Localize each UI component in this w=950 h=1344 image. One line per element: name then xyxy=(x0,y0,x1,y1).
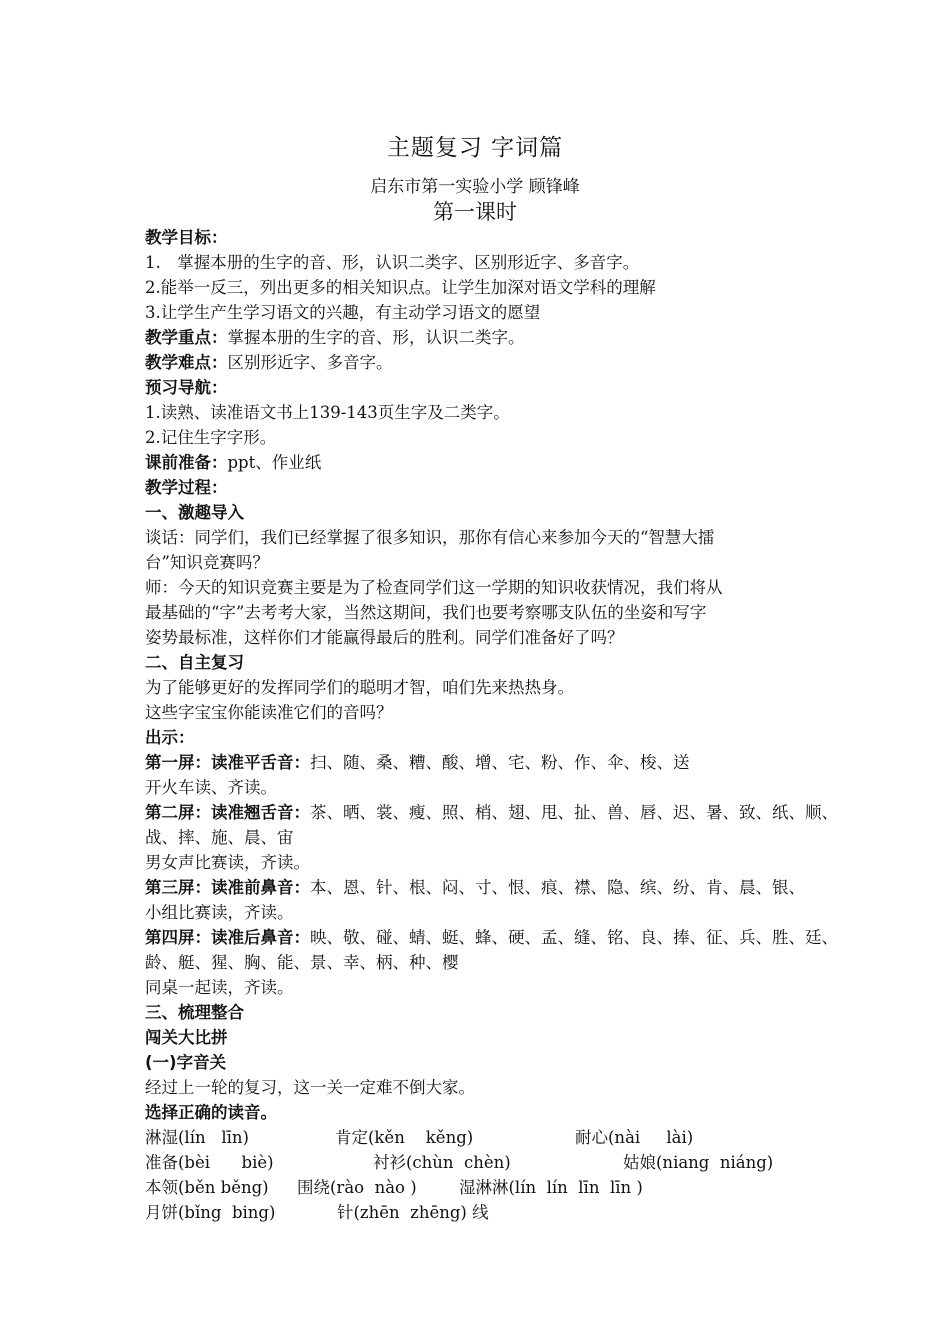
section-heading: 三、梳理整合 xyxy=(145,1003,244,1022)
screen-label: 第三屏：读准前鼻音： xyxy=(145,878,310,897)
show-label: 出示： xyxy=(145,728,195,747)
screen-note: 同桌一起读，齐读。 xyxy=(145,978,294,997)
screen-2-line xyxy=(145,800,838,825)
screen-note: 小组比赛读，齐读。 xyxy=(145,903,294,922)
pinyin-item: 月饼(bǐng bing) xyxy=(145,1203,276,1222)
document-body xyxy=(145,225,838,1225)
screen-words: 映、敬、碰、蜻、蜓、蜂、硬、孟、缝、铭、良、捧、征、兵、胜、廷、 xyxy=(310,928,838,947)
paragraph-line: 为了能够更好的发挥同学们的聪明才智，咱们先来热热身。 xyxy=(145,678,574,697)
level-heading: (一)字音关 xyxy=(145,1053,227,1072)
screen-4-line xyxy=(145,925,838,950)
page-title: 主题复习 字词篇 xyxy=(386,135,564,161)
screen-words-cont: 龄、艇、猩、胸、能、景、幸、柄、种、樱 xyxy=(145,953,459,972)
lesson-title: 第一课时 xyxy=(433,200,517,224)
preview-item: 2.记住生字字形。 xyxy=(145,428,277,447)
author-line: 启东市第一实验小学 顾锋峰 xyxy=(370,177,580,197)
pinyin-item: 肯定(kěn kěng) xyxy=(335,1128,474,1147)
pinyin-item: 淋湿(lín līn) xyxy=(145,1128,249,1147)
goal-item: 1. 掌握本册的生字的音、形，认识二类字、区别形近字、多音字。 xyxy=(145,253,640,272)
pinyin-item: 衬衫(chùn chèn) xyxy=(373,1153,511,1172)
pinyin-row xyxy=(145,1125,813,1150)
paragraph-line: 台”知识竞赛吗？ xyxy=(145,553,269,572)
process-heading: 教学过程： xyxy=(145,478,228,497)
difficulty-line xyxy=(145,350,813,375)
screen-3-line xyxy=(145,875,813,900)
pinyin-row xyxy=(145,1175,813,1200)
paragraph-line: 最基础的“字”去考考大家，当然这期间，我们也要考察哪支队伍的坐姿和写字 xyxy=(145,603,707,622)
key-point-text: 掌握本册的生字的音、形，认识二类字。 xyxy=(227,328,525,347)
prep-label: 课前准备： xyxy=(145,453,228,472)
section-heading: 一、激趣导入 xyxy=(145,503,244,522)
pinyin-item: 耐心(nài lài) xyxy=(575,1128,694,1147)
pinyin-item: 湿淋淋(lín lín līn līn ) xyxy=(459,1178,643,1197)
paragraph-line: 师：今天的知识竞赛主要是为了检查同学们这一学期的知识收获情况，我们将从 xyxy=(145,578,723,597)
preview-item: 1.读熟、读准语文书上139-143页生字及二类字。 xyxy=(145,403,510,422)
paragraph-line: 经过上一轮的复习，这一关一定难不倒大家。 xyxy=(145,1078,475,1097)
key-point-label: 教学重点： xyxy=(145,328,228,347)
difficulty-label: 教学难点： xyxy=(145,353,228,372)
preview-heading: 预习导航： xyxy=(145,378,228,397)
goals-heading: 教学目标： xyxy=(145,228,228,247)
pinyin-item: 围绕(rào nào ) xyxy=(297,1178,417,1197)
screen-note: 男女声比赛读，齐读。 xyxy=(145,853,310,872)
pinyin-item: 准备(bèi biè) xyxy=(145,1153,274,1172)
subsection-heading: 闯关大比拼 xyxy=(145,1028,228,1047)
screen-words: 扫、随、桑、糟、酸、增、宅、粉、作、伞、梭、送 xyxy=(310,753,690,772)
prep-line xyxy=(145,450,813,475)
goal-item: 3.让学生产生学习语文的兴趣，有主动学习语文的愿望 xyxy=(145,303,541,322)
screen-1-line xyxy=(145,750,813,775)
screen-label: 第一屏：读准平舌音： xyxy=(145,753,310,772)
paragraph-line: 这些字宝宝你能读准它们的音吗？ xyxy=(145,703,393,722)
paragraph-line: 姿势最标准，这样你们才能赢得最后的胜利。同学们准备好了吗？ xyxy=(145,628,624,647)
pinyin-row xyxy=(145,1150,813,1175)
paragraph-line: 谈话：同学们，我们已经掌握了很多知识，那你有信心来参加今天的“智慧大擂 xyxy=(145,528,715,547)
screen-words-cont: 战、摔、施、晨、宙 xyxy=(145,828,294,847)
section-heading: 二、自主复习 xyxy=(145,653,244,672)
screen-note: 开火车读、齐读。 xyxy=(145,778,277,797)
pinyin-item: 本领(běn běng) xyxy=(145,1178,269,1197)
pinyin-item: 针(zhēn zhēng) 线 xyxy=(337,1203,489,1222)
pinyin-row xyxy=(145,1200,813,1225)
screen-label: 第二屏：读准翘舌音： xyxy=(145,803,310,822)
screen-words: 茶、晒、裳、瘦、照、梢、翅、甩、扯、兽、唇、迟、暑、致、纸、顺、 xyxy=(310,803,838,822)
task-heading: 选择正确的读音。 xyxy=(145,1103,277,1122)
goal-item: 2.能举一反三，列出更多的相关知识点。让学生加深对语文学科的理解 xyxy=(145,278,656,297)
screen-label: 第四屏：读准后鼻音： xyxy=(145,928,310,947)
prep-text: ppt、作业纸 xyxy=(227,453,322,472)
screen-words: 本、恩、针、根、闷、寸、恨、痕、襟、隐、缤、纷、肯、晨、银、 xyxy=(310,878,805,897)
difficulty-text: 区别形近字、多音字。 xyxy=(227,353,393,372)
key-point-line xyxy=(145,325,813,350)
pinyin-item: 姑娘(niang niáng) xyxy=(623,1153,774,1172)
